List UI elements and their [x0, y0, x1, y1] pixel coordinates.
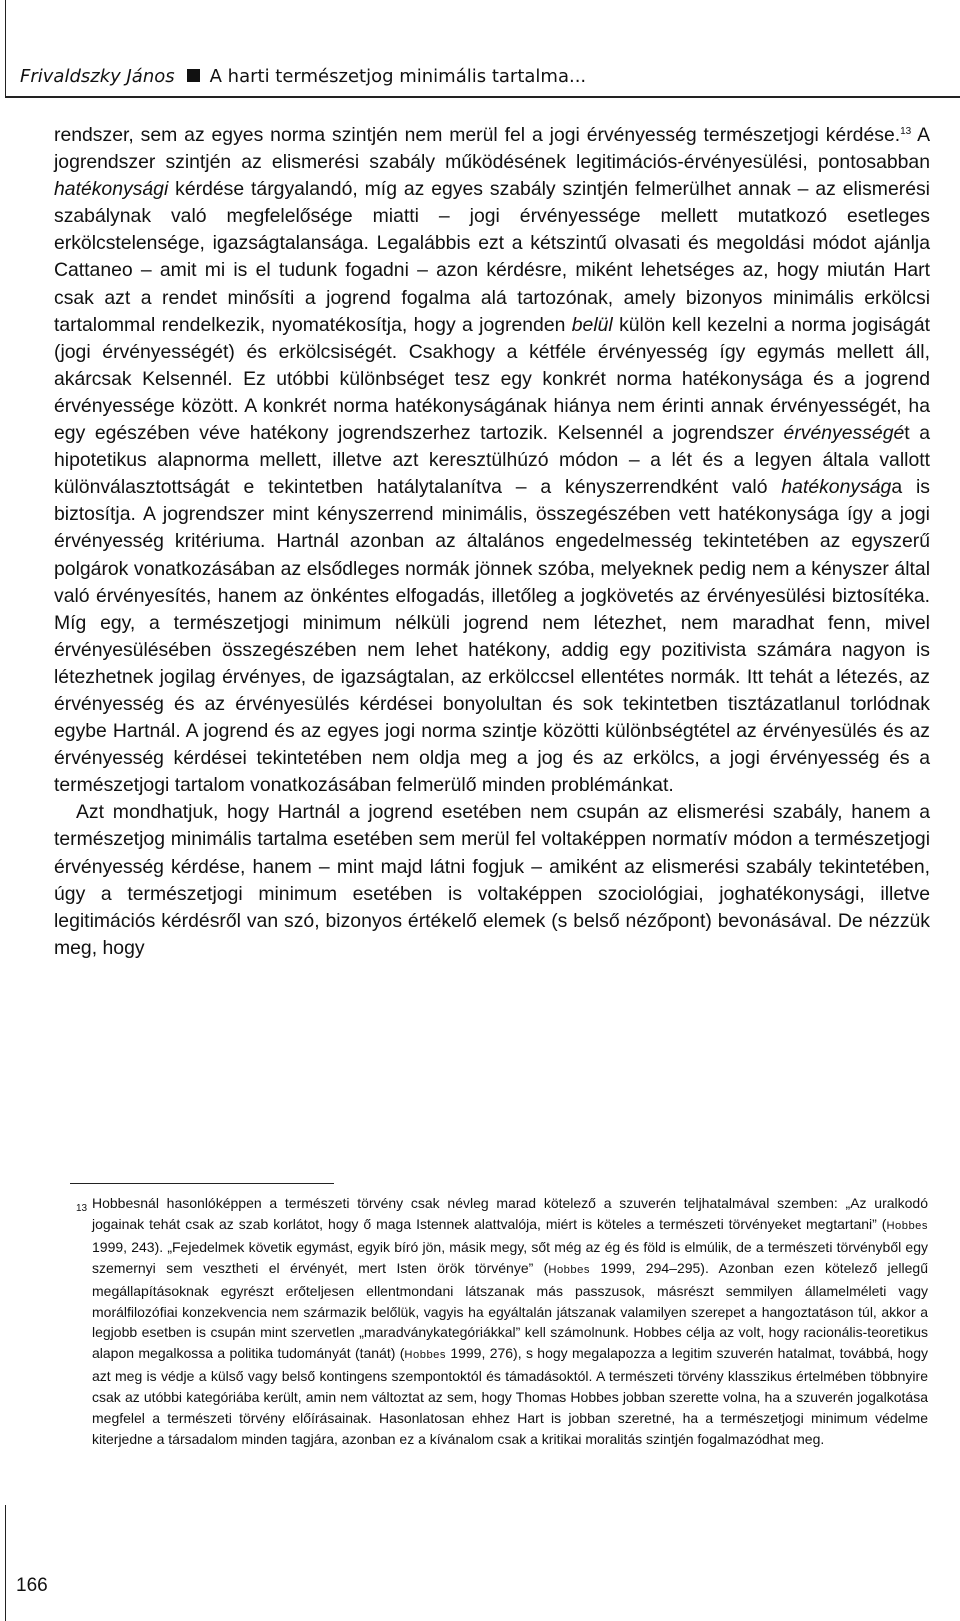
text-run: 1999, 243). „Fejedelmek követik egymást, egyik bíró jön, másik megy, sőt még az ég és föld is elmúlik, de a természeti törvényből egy szemernyi sem vesztheti el érvényét, mert Isten örök törvénye” ( [92, 1238, 928, 1276]
header-title: A harti természetjog minimális tartalma... [209, 66, 587, 87]
main-text [54, 122, 930, 962]
header-author: Frivaldszky János [20, 66, 175, 87]
footnote-reference: 13 [900, 126, 912, 137]
text-run: A jogrendszer szintjén az elismerési szabály működésének legitimációs-érvényesülési, pontosabban [54, 124, 930, 174]
text-run: a is biztosítja. A jogrendszer mint kényszerrend minimális, összegészében vett hatékonysága így a jogi érvényesség kritériuma. Hartnál azonban az általános engedelmesség tekintetében az egyszerű polgárok vonatkozásában az elsődleges normák jönnek szóba, melyeknek pedig nem a kényszer által való érvényesítés, hanem az önkéntes elfogadás, illetőleg a jogkövetés az érvényesülési biztosítéka. Míg egy, a természetjogi minimum nélküli jogrend nem létezhet, nem maradhat fenn, mivel érvényesülésében összegészében nem lehet hatékony, addig egy pozitivista számára nagyon is létezhetnek jogilag érvényes, de igazságtalan, az erkölccsel ellentétes normák. Itt tehát a létezés, az érvényesség és az érvényesülés kérdései bonyolultan és sok tekintetben tisztázatlanul torlódnak egybe Hartnál. A jogrend és az egyes jogi norma szintje közötti különbségtétel az érvényesülés és az érvényesség kérdései tekintetében nem oldja meg a jog és az erkölcs, a jogi érvényesség és a természetjogi tartalom vonatkozásában felmerülő minden problémánkat. [54, 476, 930, 797]
footnote-text [92, 1193, 928, 1450]
text-run: külön kell kezelni a norma jogiságát (jogi érvényességét) és erkölcsiségét. Csakhogy a kétféle érvényesség így egymás mellett áll, akárcsak Kelsennél. Ez utóbbi különbséget tesz egy konkrét norma hatékonysága és a jogrend érvényessége között. A konkrét norma hatékonyságának hiánya nem érinti annak érvényességét, ha egy egészében véve hatékony jogrendszerhez tartozik. Kelsennél a jogrendszer [54, 313, 931, 445]
citation-author: Hobbes [404, 1349, 446, 1362]
footnote-separator [70, 1183, 334, 1184]
frame-left-rule [5, 0, 6, 96]
frame-left-rule-bottom [5, 1505, 6, 1621]
text-run: 1999, 276), s hogy megalapozza a legitim szuverén hatalmat, továbbá, hogy azt meg is védje a külső vagy belső kontingens szempontoktól és támadásoktól. A természeti törvény klasszikus értelmében többnyire csak az utóbbi kategóriába került, amin nem változtat az sem, hogy Thomas Hobbes jobban szerette volna, ha a szuverén jogalkotása megfelel a természeti törvény előírásainak. Hasonlatosan ehhez Hart is jobban szeretné, ha a természetjogi minimum védelme kiterjedne a társadalom minden tagjára, azonban ez a kívánalom csak a kritikai moralitás szintjén fogalmazódhat meg. [92, 1345, 928, 1447]
text-run: rendszer, sem az egyes norma szintjén nem merül fel a jogi érvényesség természetjogi kérdése. [54, 124, 901, 146]
footnote [76, 1193, 928, 1450]
page-number: 166 [16, 1575, 48, 1596]
emphasis: hatékonyság [781, 476, 892, 499]
text-run: Hobbesnál hasonlóképpen a természeti törvény csak névleg marad kötelező a szuverén teljhatalmával szemben: „Az uralkodó jogainak tehát csak az szab korlátot, hogy ő maga Istennek alattvalója, miért is köteles a természeti törvényeket megtartani” ( [92, 1195, 928, 1232]
emphasis: hatékonysági [54, 178, 169, 201]
text-run: t a hipotetikus alapnorma mellett, illetve azt keresztülhúzó módon – a lét és a legyen általa vallott különválasztottságát e tekintetben hatálytalanítva – a kényszerrendként való [54, 422, 930, 499]
text-run: kérdése tárgyalandó, míg az egyes szabály szintjén felmerülhet annak – az elismerési szabálynak való megfelelősége miatti – jogi érvényessége mellett mutatkozó esetleges erkölcstelensége, igazságtalansága. Legalábbis ezt a kétszintű olvasati és megoldási módot ajánlja Cattaneo – amit mi is el tudunk fogadni – azon kérdésre, miként lehetséges az, hogy miután Hart csak azt a rendet minősíti a jogrend fogalma alá tartozónak, amely bizonyos minimális erkölcsi tartalommal rendelkezik, nyomatékosítja, hogy a jogrenden [54, 178, 930, 336]
emphasis: érvényességé [783, 422, 905, 445]
footnote-number: 13 [76, 1203, 88, 1214]
running-header [20, 66, 586, 87]
citation-author: Hobbes [886, 1219, 928, 1232]
citation-author: Hobbes [548, 1263, 590, 1276]
paragraph-2: Azt mondhatjuk, hogy Hartnál a jogrend esetében nem csupán az elismerési szabály, hanem a természetjog minimális tartalma esetében sem merül fel voltaképpen normatív módon a természetjogi érvényesség kérdése, hanem – mint majd látni fogjuk – amiként az elismerési szabály tekintetében, úgy a természetjogi minimum esetében is voltaképpen szociológiai, joghatékonysági, illetve legitimációs kérdésről van szó, bizonyos értékelő elemek (s belső nézőpont) bevonásával. De nézzük meg, hogy [54, 801, 930, 959]
text-run: 1999, 294–295). Azonban ezen kötelező jellegű megállapításoknak egyrészt erőteljesen ellentmondani látszanak más passzusok, másrészt semmilyen államelméleti vagy morálfilozófiai konzekvencia nem származik belőlük, vagyis ha egyáltalán játszanak valamilyen szerepet a hangoztatáson túl, akkor a legjobb esetben is csupán mint szervetlen „maradványkategóriákkal” kell számolnunk. Hobbes célja az volt, hogy racionális-teoretikus alapon megalkossa a politika tudományát (tanát) ( [92, 1259, 928, 1362]
emphasis: belül [571, 313, 613, 336]
square-bullet-icon [187, 69, 200, 82]
paragraph-1 [54, 122, 930, 799]
header-rule [5, 96, 960, 98]
